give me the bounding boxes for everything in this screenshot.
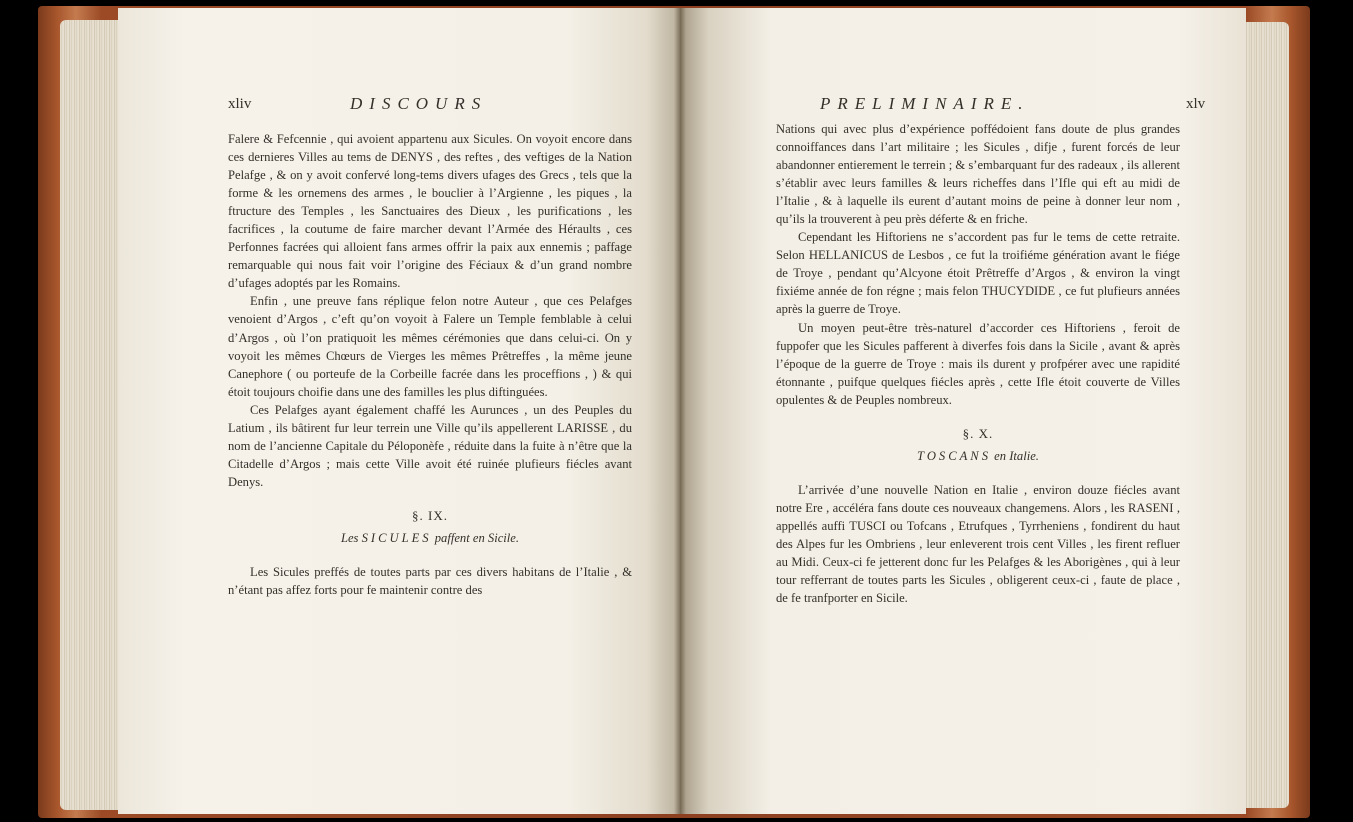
right-page-number: xlv xyxy=(1186,96,1206,112)
section-title-name: SICULES xyxy=(361,530,432,545)
right-running-title: PRELIMINAIRE. xyxy=(820,94,1030,113)
right-body-text xyxy=(776,120,1180,607)
paragraph: Les Sicules preffés de toutes parts par ces divers habitans de l’Italie , & n’étant pas affez forts pour fe maintenir contre des xyxy=(228,565,632,598)
left-body-text xyxy=(228,130,632,599)
section-title xyxy=(228,529,632,547)
paragraph: L’arrivée d’une nouvelle Nation en Italie , environ douze fiécles avant notre Ere , accéléra fans doute ces nouveaux changemens. Alors , les RASENI , appellés auffi TUSCI ou Tofcans , Etrufques , Tyrrheniens , fondirent du haut des Alpes fur les Ombriens , leur enleverent trois cent Villes , les firent refluer au Midi. Ceux-ci fe jetterent donc fur les Pelafges & les Aborigènes , qui à leur tour refferrant de toutes parts les Sicules , obligerent ceux-ci , faute de place , de fe tranfporter en Sicile. xyxy=(776,482,1180,606)
paragraph: Nations qui avec plus d’expérience poffédoient fans doute de plus grandes connoiffances dans l’art militaire ; les Sicules , difje , furent forcés de leur abandonner entierement le terrein ; & s’embarquant fur des radeaux , ils allerent s’établir avec leurs familles & leurs richeffes dans l’Ifle qui eft au midi de l’Italie , & à laquelle ils eurent d’autant moins de peine à donner leur nom , qu’ils la trouverent à peu près déferte & en friche. xyxy=(776,122,1180,227)
right-page xyxy=(680,8,1246,814)
left-page xyxy=(118,8,680,814)
paragraph: Ces Pelafges ayant également chaffé les Aurunces , un des Peuples du Latium , ils bâtirent fur leur terrein une Ville qu’ils appellerent LARISSE , du nom de l’ancienne Capitale du Péloponèfe , réduite dans la fuite à n’être que la Citadelle d’Argos ; mais cette Ville avoit été ruinée plufieurs fiécles avant Denys. xyxy=(228,402,632,489)
section-title-rest: paffent en Sicile. xyxy=(434,530,520,545)
open-book xyxy=(38,6,1310,818)
page-edges-right xyxy=(1241,22,1289,808)
book-gutter xyxy=(674,8,686,814)
left-page-number: xliv xyxy=(228,96,252,112)
paragraph: Cependant les Hiftoriens ne s’accordent pas fur le tems de cette retraite. Selon HELLANICUS de Lesbos , ce fut la troifiéme génération avant le fiége de Troye , pendant qu’Alcyone étoit Prêtreffe d’Argos , & environ la vingt fixiéme année de fon régne ; mais felon THUCYDIDE , ce fut plufieurs années après la guerre de Troye. xyxy=(776,230,1180,317)
left-running-title: DISCOURS xyxy=(350,94,488,113)
section-title xyxy=(776,447,1180,465)
paragraph: Enfin , une preuve fans réplique felon notre Auteur , que ces Pelafges venoient d’Argos , c’eft qu’on voyoit à Falere un Temple femblable à celui d’Argos , où l’on pratiquoit les mêmes cérémonies que dans celui-ci. On y voyoit les mêmes Chœurs de Vierges les mêmes Prêtreffes , la même jeune Canephore ( ou porteufe de la Corbeille facrée dans les proceffions , ) & qui étoit toujours choifie dans une des familles les plus diftinguées. xyxy=(228,294,632,399)
section-title-rest: en Italie. xyxy=(994,448,1039,463)
section-title-name: TOSCANS xyxy=(917,448,992,463)
paragraph: Falere & Fefcennie , qui avoient appartenu aux Sicules. On voyoit encore dans ces dernieres Villes au tems de DENYS , des reftes , des veftiges de la Nation Pelafge , & on y avoit confervé long-tems divers ufages des Grecs , tels que la forme & les ornemens des armes , le bouclier à l’Argienne , les piques , la ftructure des Temples , les Sanctuaires des Dieux , les purifications , les facrifices , la coutume de faire marcher devant l’Armée des Héraults , ces Perfonnes facrées qui alloient fans armes offrir la paix aux ennemis ; paffage remarquable qui nous fait voir l’origine des Féciaux & d’un grand nombre d’ufages adoptés par les Romains. xyxy=(228,132,632,291)
section-title-prefix: Les xyxy=(340,530,359,545)
page-edges-left xyxy=(60,20,122,810)
section-number: §. IX. xyxy=(412,507,448,523)
section-number: §. X. xyxy=(962,425,994,441)
paragraph: Un moyen peut-être très-naturel d’accorder ces Hiftoriens , feroit de fuppofer que les Sicules pafferent à diverfes fois dans la Sicile , avant & après l’époque de la guerre de Troye : mais ils durent y profpérer avec une rapidité étonnante , puifque quelques fiécles après , cette Ifle étoit couverte de Villes opulentes & de Peuples nombreux. xyxy=(776,320,1180,407)
